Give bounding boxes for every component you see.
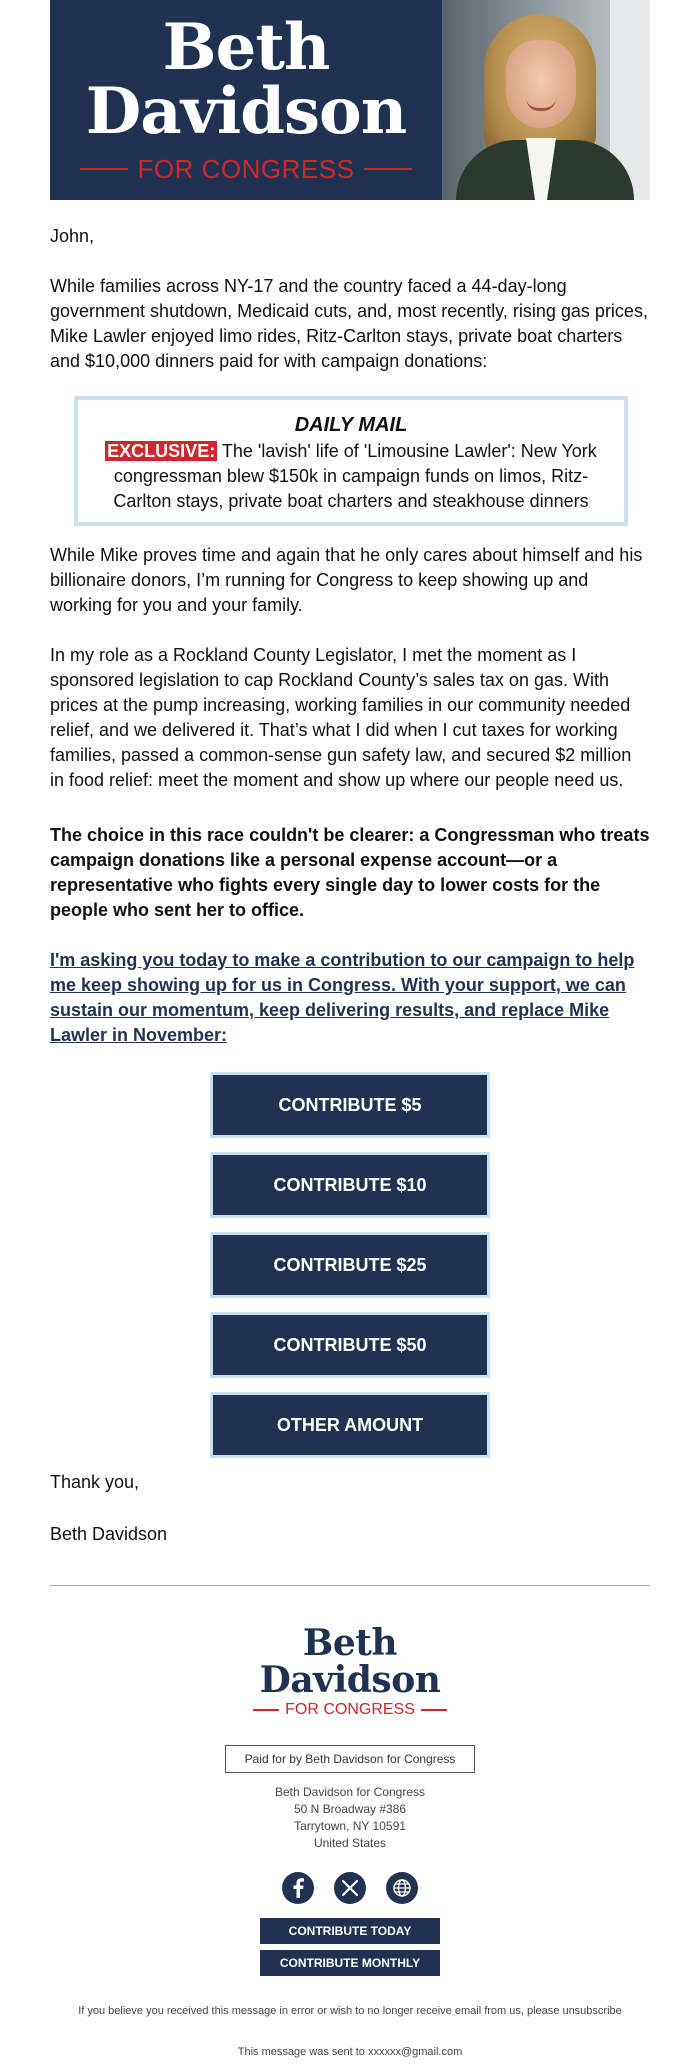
banner-name-first: Beth xyxy=(162,9,330,85)
other-amount-button[interactable]: OTHER AMOUNT xyxy=(210,1392,490,1458)
address-line: United States xyxy=(313,1836,387,1850)
banner-logo xyxy=(50,0,442,200)
sent-to-notice: This message was sent to xxxxxx@gmail.com xyxy=(237,2046,463,2058)
paragraph-2: While Mike proves time and again that he only cares about himself and his billionaire donors, I’m running for Congress to keep showing up and working for you and your family. xyxy=(50,545,643,615)
banner-rule-right xyxy=(364,168,412,170)
closing: Thank you, xyxy=(50,1472,140,1492)
contribute-buttons xyxy=(210,1072,490,1472)
banner-rule-left xyxy=(80,168,128,170)
x-icon[interactable] xyxy=(334,1872,366,1904)
donation-ask-link[interactable]: I'm asking you today to make a contribution to our campaign to help me keep showing up for us in Congress. With your support, we can sustain our momentum, keep delivering results, and replace Mike Lawler in November: xyxy=(50,950,635,1045)
news-headline-text: The 'lavish' life of 'Limousine Lawler': New York congressman blew $150k in campaign funds on limos, Ritz-Carlton stays, private boat charters and steakhouse dinners xyxy=(113,441,597,511)
footer-logo xyxy=(50,1622,650,1719)
unsubscribe-notice[interactable]: If you believe you received this message in error or wish to no longer receive email from us, please unsubscribe xyxy=(78,2005,622,2017)
signature: Beth Davidson xyxy=(50,1524,168,1544)
contribute-50-button[interactable]: CONTRIBUTE $50 xyxy=(210,1312,490,1378)
news-source: DAILY MAIL xyxy=(294,414,408,436)
footer-for-congress xyxy=(50,1701,650,1719)
candidate-photo xyxy=(442,0,650,200)
contribute-today-button[interactable]: CONTRIBUTE TODAY xyxy=(260,1918,440,1944)
contribute-25-button[interactable]: CONTRIBUTE $25 xyxy=(210,1232,490,1298)
mailing-address xyxy=(50,1784,650,1852)
contribute-10-button[interactable]: CONTRIBUTE $10 xyxy=(210,1152,490,1218)
news-headline xyxy=(78,439,624,514)
footer-logo-last: Davidson xyxy=(259,1659,441,1701)
paid-for-disclaimer: Paid for by Beth Davidson for Congress xyxy=(225,1745,475,1773)
facebook-icon[interactable] xyxy=(282,1872,314,1904)
footer-logo-first: Beth xyxy=(302,1622,398,1664)
news-quote-box xyxy=(74,396,628,526)
paragraph-4-bold: The choice in this race couldn't be clearer: a Congressman who treats campaign donations like a personal expense account—or a representative who fights every single day to lower costs for the people who sent her to office. xyxy=(50,825,650,920)
paragraph-3: In my role as a Rockland County Legislator, I met the moment as I sponsored legislation to cap Rockland County’s sales tax on gas. With prices at the pump increasing, working families in our community needed relief, and we delivered it. That’s what I did when I cut taxes for working families, passed a common-sense gun safety law, and secured $2 million in food relief: meet the moment and show up where our people need us. xyxy=(50,645,632,790)
address-line: Tarrytown, NY 10591 xyxy=(294,1819,406,1833)
paragraph-1: While families across NY-17 and the country faced a 44-day-long government shutdown, Medicaid cuts, and, most recently, rising gas prices, Mike Lawler enjoyed limo rides, Ritz-Carlton stays, private boat charters and $10,000 dinners paid for with campaign donations: xyxy=(50,276,648,371)
contribute-monthly-button[interactable]: CONTRIBUTE MONTHLY xyxy=(260,1950,440,1976)
exclusive-badge: EXCLUSIVE: xyxy=(107,441,216,461)
address-line: 50 N Broadway #386 xyxy=(293,1802,407,1816)
footer-divider xyxy=(50,1585,650,1586)
banner-name-last: Davidson xyxy=(85,73,407,149)
contribute-5-button[interactable]: CONTRIBUTE $5 xyxy=(210,1072,490,1138)
banner-for-congress xyxy=(70,154,423,185)
address-line: Beth Davidson for Congress xyxy=(274,1785,426,1799)
greeting: John, xyxy=(50,226,95,246)
footer-for-congress-label: FOR CONGRESS xyxy=(285,1701,415,1718)
social-links xyxy=(50,1872,650,1904)
globe-icon[interactable] xyxy=(386,1872,418,1904)
banner-for-congress-label: FOR CONGRESS xyxy=(137,153,355,184)
header-banner xyxy=(50,0,650,200)
